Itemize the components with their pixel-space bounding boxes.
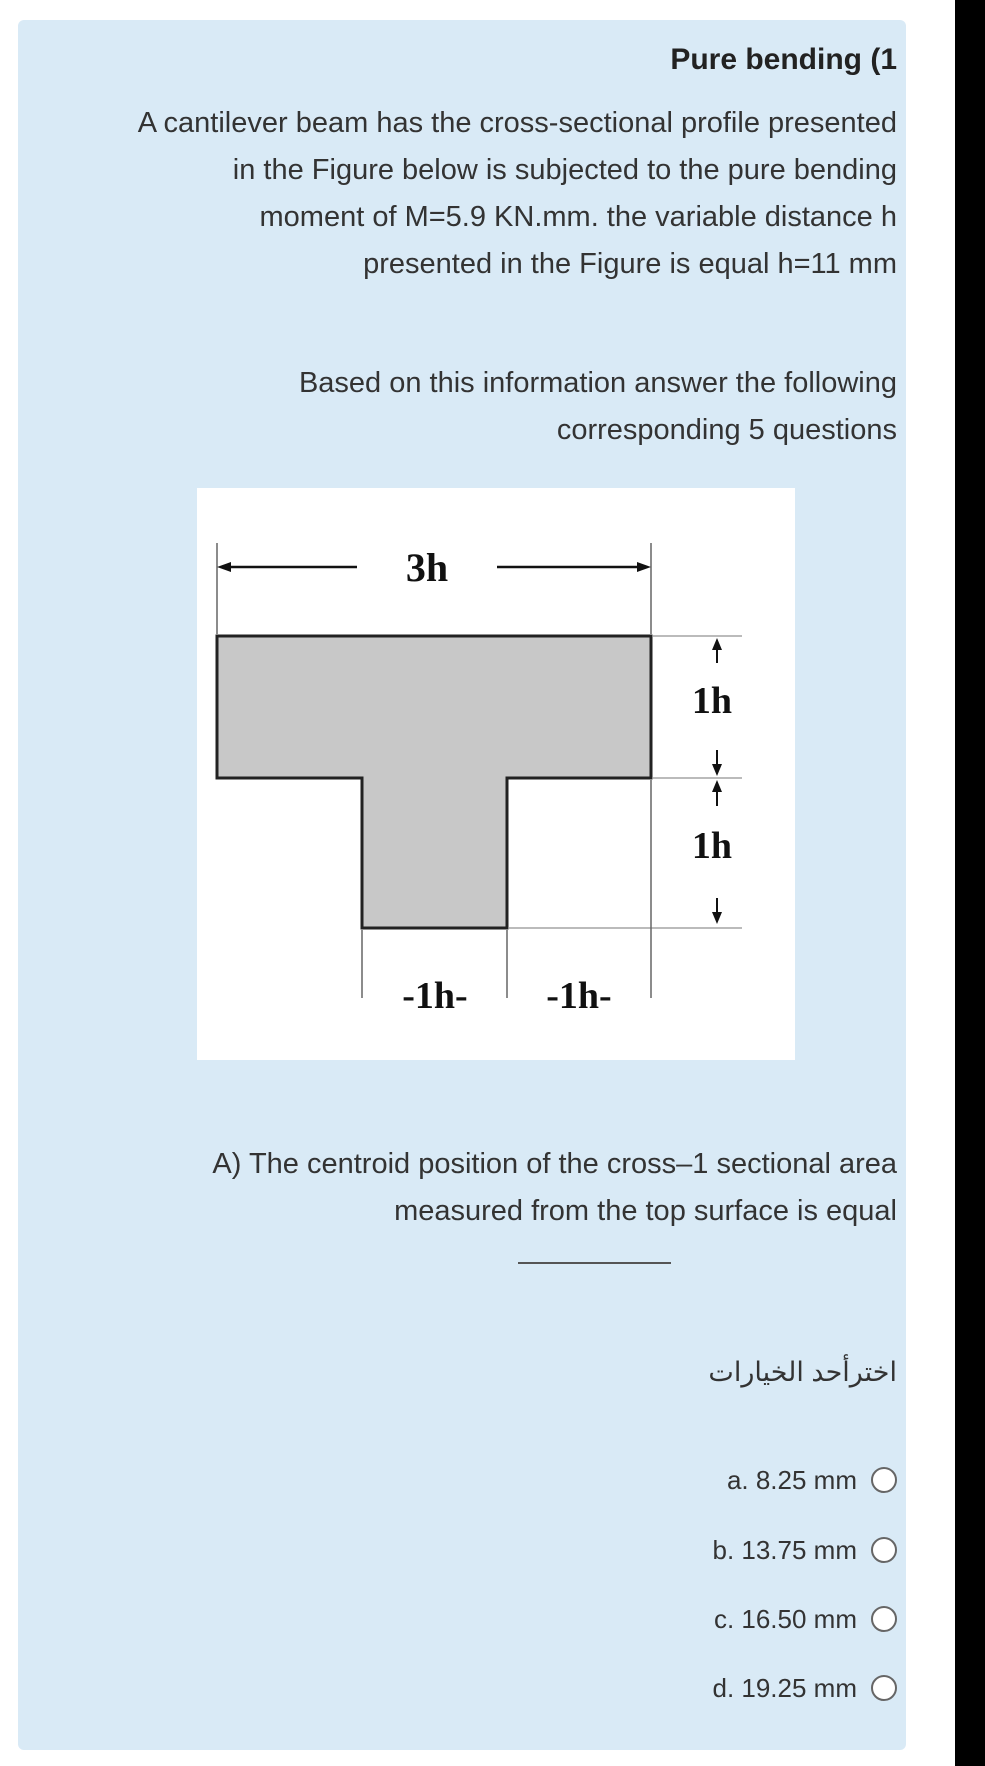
question-title: Pure bending (1: [670, 43, 897, 76]
arrow-down-icon: [712, 764, 722, 776]
arrow-up-icon: [712, 780, 722, 792]
top-width-label: 3h: [405, 545, 449, 590]
cross-section-figure: [197, 488, 795, 1060]
option-label: d. 19.25 mm: [712, 1672, 857, 1703]
arrow-down-icon: [712, 912, 722, 924]
arrow-right-icon: [637, 562, 651, 572]
bottom-left-label: -1h-: [402, 975, 468, 1017]
web-height-label: 1h: [691, 825, 733, 867]
t-section-diagram: [197, 488, 795, 1060]
option-d[interactable]: [712, 1668, 897, 1708]
radio-empty-icon[interactable]: [871, 1537, 897, 1563]
bottom-right-label: -1h-: [546, 975, 612, 1017]
right-edge-bar: [955, 0, 985, 1766]
option-b[interactable]: [712, 1530, 897, 1570]
choose-option-prompt: اخترأحد الخيارات: [708, 1357, 897, 1387]
option-c[interactable]: [714, 1599, 897, 1639]
arrow-up-icon: [712, 638, 722, 650]
instruction-paragraph: Based on this information answer the following corresponding 5 questions: [298, 367, 897, 446]
answer-blank-line: [518, 1262, 671, 1264]
option-label: a. 8.25 mm: [726, 1464, 857, 1495]
question-text: A) The centroid position of the cross–1 sectional area measured from the top surface is equal: [212, 1148, 897, 1227]
option-label: b. 13.75 mm: [712, 1534, 857, 1565]
flange-height-label: 1h: [691, 680, 733, 722]
t-shape: [217, 636, 651, 928]
option-label: c. 16.50 mm: [713, 1603, 857, 1634]
option-a[interactable]: [727, 1460, 897, 1500]
radio-empty-icon[interactable]: [871, 1606, 897, 1632]
radio-empty-icon[interactable]: [871, 1675, 897, 1701]
radio-empty-icon[interactable]: [871, 1467, 897, 1493]
problem-paragraph: A cantilever beam has the cross-sectional profile presented in the Figure below is subjected to the pure bending moment of M=5.9 KN.mm. the variable distance h presented in the Figure is equal h=11 mm: [137, 107, 897, 280]
arrow-left-icon: [217, 562, 231, 572]
